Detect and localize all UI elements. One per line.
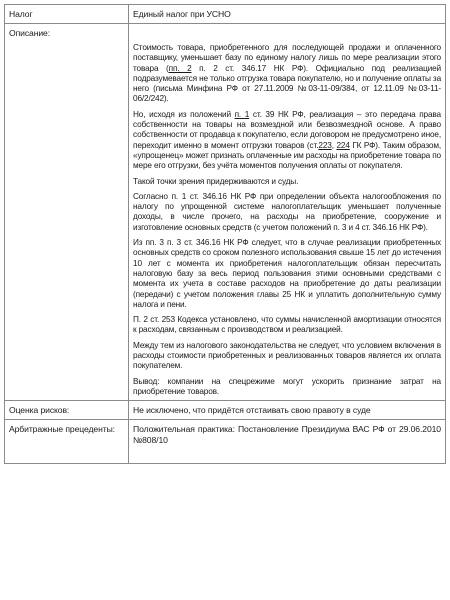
text-fragment: п. 2 ст. 346.17 НК РФ). Официально под реализацией подразумевается не только отгрузка товара покупателю, но и получение оплаты за него (письма Минфина РФ от 27.11.2009 №03-11-09/384, от 12.11.09 №03-11-06/2/242). (133, 63, 442, 104)
arbitration-label: Арбитражные прецеденты: (5, 420, 129, 464)
row-arbitration (5, 420, 446, 464)
law-link[interactable]: 223 (318, 140, 332, 150)
risk-value: Не исключено, что придётся отстаивать свою правоту в суде (129, 401, 446, 420)
description-paragraph (133, 43, 441, 105)
row-tax (5, 5, 446, 24)
row-risk (5, 401, 446, 420)
arbitration-value: Положительная практика: Постановление Президиума ВАС РФ от 29.06.2010 №808/10 (129, 420, 446, 464)
risk-label: Оценка рисков: (5, 401, 129, 420)
text-fragment: ст. 39 НК РФ, реализация – это передача права собственности на товары на возмездной или безвозмездной основе. А право собственности от продавца к покупателю, если договором не предусмотрено иное, переходит именно в момент отгрузки товаров (ст. (133, 109, 441, 150)
description-paragraph: П. 2 ст. 253 Кодекса установлено, что суммы начисленной амортизации относятся к расходам, связанным с производством и реализацией. (133, 315, 441, 335)
tax-info-table (4, 4, 446, 464)
description-paragraph: Из пп. 3 п. 3 ст. 346.16 НК РФ следует, что в случае реализации приобретенных основных средств со сроком полезного использования свыше 15 лет до истечения 10 лет с момента их приобретения налогоплательщик обязан пересчитать налоговую базу за весь период пользования этими основными средствами с момента их учета в составе расходов на приобретение до даты реализации (передачи) с учетом положения главы 25 НК и уплатить дополнительную сумму налога и пени. (133, 238, 441, 309)
text-fragment: Но, исходя из положений (133, 109, 235, 119)
description-paragraph (133, 110, 441, 172)
text-fragment: ГК РФ). Таким образом, «упрощенец» может признать оплаченные им расходы на приобретение товара по мере его отгрузки, без учёта моментов получения оплаты от покупателя. (133, 140, 442, 171)
description-text (129, 24, 446, 401)
description-paragraph: Согласно п. 1 ст. 346.16 НК РФ при определении объекта налогообложения по налогу по упрощенной системе налогоплательщик уменьшает полученные доходы, в числе прочего, на расходы на приобретение, сооружение и изготовление основных средств (с учетом положений п. 3 и 4 ст. 346.16 НК РФ). (133, 191, 441, 232)
law-link[interactable]: 224 (336, 140, 350, 150)
description-paragraph: Такой точки зрения придерживаются и суды. (133, 176, 299, 186)
description-conclusion: Вывод: компании на спецрежиме могут ускорить признание затрат на приобретение товаров. (133, 376, 441, 396)
description-label: Описание: (5, 24, 129, 401)
law-link[interactable]: пп. 2 (168, 63, 192, 73)
text-fragment: Стоимость товара, приобретенного для последующей продажи и оплаченного поставщику, уменьшает базу по единому налогу лишь по мере реализации этого товара ( (133, 43, 441, 73)
tax-label: Налог (5, 5, 129, 24)
text-fragment: , (331, 140, 337, 150)
tax-value: Единый налог при УСНО (129, 5, 446, 24)
row-description (5, 24, 446, 401)
law-link[interactable]: п. 1 (234, 109, 250, 119)
description-paragraph: Между тем из налогового законодательства не следует, что условием включения в расходы стоимости приобретенных и реализованных товаров является их оплата покупателем. (133, 340, 441, 371)
